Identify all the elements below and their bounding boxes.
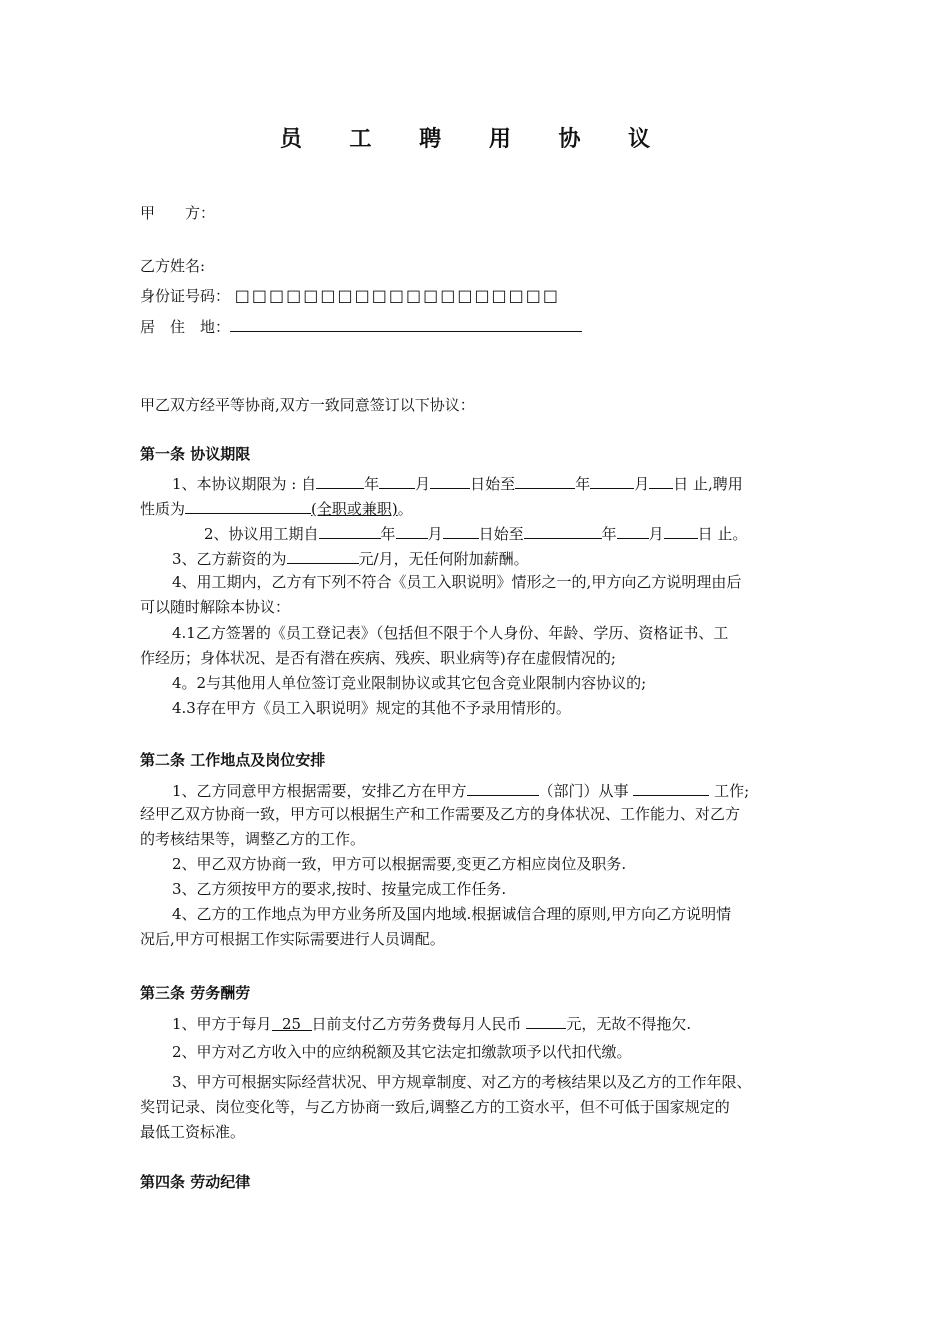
start-day-blank[interactable] [430,472,470,489]
s2-p1-line1: 1、乙方同意甲方根据需要，安排乙方在甲方 （部门）从事 工作; [172,779,749,801]
department-blank[interactable] [467,779,539,796]
start-month-blank[interactable] [379,472,415,489]
party-a-line [140,203,215,223]
s2-p3: 3、乙方须按甲方的要求,按时、按量完成工作任务. [172,880,507,898]
party-b-label: 乙方姓名: [140,257,206,275]
id-line [140,286,560,306]
salary-blank[interactable] [287,547,359,564]
end-year-blank[interactable] [515,472,575,489]
party-b-line [140,256,205,276]
s2-p2: 2、甲乙双方协商一致，甲方可以根据需要,变更乙方相应岗位及职务. [172,855,627,873]
pay-day-field[interactable]: 25 [272,1014,312,1031]
address-label: 居 住 地： [140,318,231,336]
s2-p1-line2: 经甲乙双方协商一致，甲方可以根据生产和工作需要及乙方的身体状况、工作能力、对乙方 [140,805,741,823]
s1-p42: 4。2与其他用人单位签订竞业限制协议或其它包含竞业限制内容协议的; [172,674,647,692]
s2-p4-line2: 况后,甲方可根据工作实际需要进行人员调配。 [140,930,445,948]
address-line [140,315,582,337]
address-blank[interactable] [230,315,582,332]
trial-end-year-blank[interactable] [524,522,602,539]
s1-p1-line2: 性质为 (全职或兼职)。 [140,497,413,519]
s1-p4-line2: 可以随时解除本协议： [140,598,291,616]
section-3-heading: 第三条 劳务酬劳 [140,984,251,1002]
job-blank[interactable] [633,779,709,796]
end-day-blank[interactable] [649,472,673,489]
pay-amount-blank[interactable] [526,1012,566,1029]
id-number-boxes[interactable]: □□□□□□□□□□□□□□□□□□□ [234,286,561,305]
s3-p2: 2、甲方对乙方收入中的应纳税额及其它法定扣缴款项予以代扣代缴。 [172,1043,632,1061]
intro-text: 甲乙双方经平等协商,双方一致同意签订以下协议： [140,396,475,414]
start-year-blank[interactable] [316,472,364,489]
nature-blank[interactable] [185,497,311,514]
id-label: 身份证号码： [140,287,231,305]
trial-end-month-blank[interactable] [617,522,649,539]
s2-p1-line3: 的考核结果等，调整乙方的工作。 [140,830,366,848]
s3-p3-line3: 最低工资标准。 [140,1123,246,1141]
section-2-heading: 第二条 工作地点及岗位安排 [140,751,326,769]
s3-p1: 1、甲方于每月 25 日前支付乙方劳务费每月人民币 元，无故不得拖欠. [172,1012,691,1034]
s1-p41-line1: 4.1乙方签署的《员工登记表》（包括但不限于个人身份、年龄、学历、资格证书、工 [172,624,729,642]
s1-p2: 2、协议用工期自 年 月 日始至 年 月 日 止。 [204,522,747,544]
document-title: 员 工 聘 用 协 议 [279,126,671,152]
trial-start-month-blank[interactable] [396,522,428,539]
section-1-heading: 第一条 协议期限 [140,445,251,463]
s2-p4-line1: 4、乙方的工作地点为甲方业务所及国内地域.根据诚信合理的原则,甲方向乙方说明情 [172,905,732,923]
trial-start-day-blank[interactable] [443,522,479,539]
s1-p1-line1: 1、本协议期限为 : 自 年 月 日始至 年 月 日 止,聘用 [172,472,743,494]
s1-p3: 3、乙方薪资的为 元/月，无任何附加薪酬。 [172,547,529,569]
s3-p3-line1: 3、甲方可根据实际经营状况、甲方规章制度、对乙方的考核结果以及乙方的工作年限、 [172,1073,752,1091]
s1-p41-line2: 作经历；身体状况、是否有潜在疾病、残疾、职业病等)存在虚假情况的; [140,649,616,667]
trial-start-year-blank[interactable] [319,522,381,539]
nature-options: (全职或兼职) [311,500,398,518]
s1-p43: 4.3存在甲方《员工入职说明》规定的其他不予录用情形的。 [172,699,571,717]
section-4-heading: 第四条 劳动纪律 [140,1173,251,1191]
end-month-blank[interactable] [590,472,634,489]
trial-end-day-blank[interactable] [664,522,698,539]
s1-p4-line1: 4、用工期内，乙方有下列不符合《员工入职说明》情形之一的,甲方向乙方说明理由后 [172,573,742,591]
s3-p3-line2: 奖罚记录、岗位变化等，与乙方协商一致后,调整乙方的工资水平，但不可低于国家规定的 [140,1098,730,1116]
party-a-label: 甲 方： [140,204,216,222]
